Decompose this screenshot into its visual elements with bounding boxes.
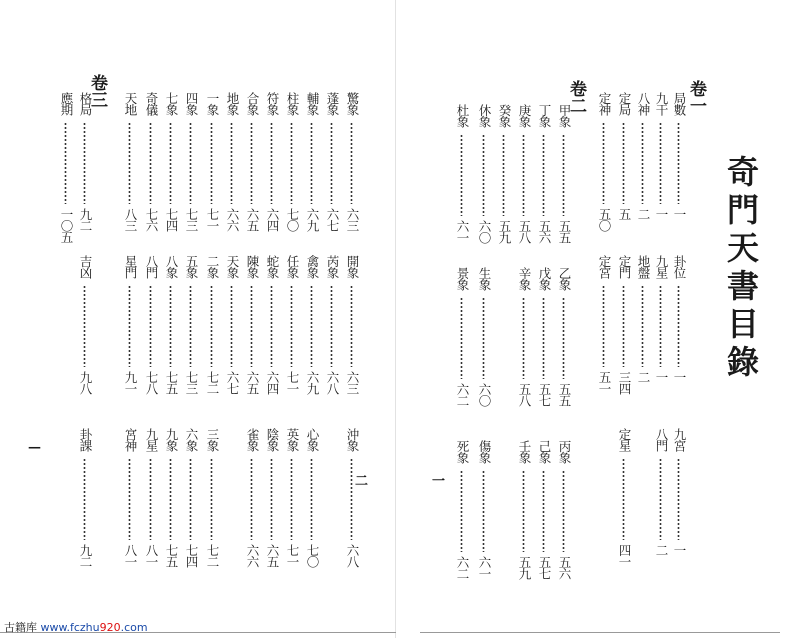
toc-left-entry-title: 四象 [184,92,199,115]
toc-left-entry-title: 芮象 [325,255,340,278]
toc-left-entry-title: 六象 [184,428,199,451]
toc-right-entry-page-number: 一 [672,544,687,556]
page-number-right: 一 [432,474,446,489]
toc-right-entry-page-number: 五五 [557,383,572,406]
toc-left-entry-title: 天象 [225,255,240,278]
toc-left-entry-title: 蓬象 [325,92,340,115]
toc-left-entry-page-number: 七三 [184,371,199,394]
toc-right-entry-page-number: 六〇 [477,383,492,406]
toc-right-entry-page-number: 五六 [537,220,552,243]
toc-left-leader-dots [270,122,273,204]
toc-left-leader-dots [64,122,67,204]
toc-left-entry-title: 吉凶 [78,255,93,278]
toc-left-entry-title: 心象 [305,428,320,451]
toc-left-entry-page-number: 七五 [164,544,179,567]
toc-left-entry-page-number: 七一 [285,371,300,394]
toc-right-leader-dots [677,122,680,204]
toc-right-leader-dots [542,134,545,216]
toc-left-entry-title: 雀象 [245,428,260,451]
toc-right-entry-title: 定局 [617,92,632,115]
toc-left-entry-title: 七象 [164,92,179,115]
toc-left-entry-page-number: 六七 [325,208,340,231]
toc-left-entry-page-number: 七〇 [305,544,320,567]
toc-right-leader-dots [677,458,680,540]
toc-left-leader-dots [350,458,353,540]
toc-right-leader-dots [460,134,463,216]
toc-right-leader-dots [659,458,662,540]
toc-right-entry-title: 定神 [597,92,612,115]
toc-left-entry-title: 九星 [144,428,159,451]
toc-left-entry-title: 蛇象 [265,255,280,278]
toc-right-leader-dots [542,470,545,552]
toc-left-entry-page-number: 六四 [265,371,280,394]
toc-left-entry-page-number: 九二 [78,208,93,231]
toc-left-leader-dots [290,285,293,367]
toc-right-entry-page-number: 六二 [455,556,470,579]
toc-right-entry-page-number: 五七 [537,556,552,579]
toc-left-entry-title: 輔象 [305,92,320,115]
toc-right-entry-title: 九星 [654,255,669,278]
toc-left-entry-title: 應期 [59,92,74,115]
toc-right-leader-dots [622,122,625,204]
toc-left-entry-page-number: 七〇 [285,208,300,231]
toc-right-leader-dots [542,297,545,379]
toc-right-entry-page-number: 二 [636,371,651,383]
toc-right-entry-title: 定星 [617,428,632,451]
watermark-footer [4,619,148,635]
toc-left-entry-title: 驚象 [345,92,360,115]
toc-right-entry-page-number: 五 [617,208,632,220]
toc-left-leader-dots [290,458,293,540]
toc-right-leader-dots [602,285,605,367]
toc-left-entry-page-number: 九八 [78,371,93,394]
toc-left-entry-page-number: 七三 [184,208,199,231]
toc-left-entry-title: 星門 [123,255,138,278]
toc-left-entry-page-number: 六六 [225,208,240,231]
toc-right-entry-page-number: 三四 [617,371,632,394]
toc-left-leader-dots [330,285,333,367]
toc-right-entry-title: 景象 [455,267,470,290]
toc-left-leader-dots [350,122,353,204]
toc-left-entry-title: 八門 [144,255,159,278]
toc-left-entry-title: 二象 [205,255,220,278]
toc-left-leader-dots [83,285,86,367]
toc-right-entry-title: 傷象 [477,440,492,463]
toc-right-entry-page-number: 二 [654,544,669,556]
toc-left-leader-dots [290,122,293,204]
toc-left-entry-title: 陰象 [265,428,280,451]
footer-rule [420,632,780,633]
toc-left-entry-page-number: 八一 [144,544,159,567]
toc-right-entry-page-number: 一 [672,371,687,383]
toc-left-leader-dots [128,285,131,367]
toc-left-leader-dots [230,122,233,204]
toc-right-leader-dots [460,297,463,379]
toc-left-entry-page-number: 一〇五 [59,208,74,243]
toc-left-entry-page-number: 七二 [205,544,220,567]
toc-right-entry-page-number: 五八 [517,383,532,406]
toc-left-entry-title: 五象 [184,255,199,278]
toc-left-leader-dots [310,122,313,204]
toc-right-entry-title: 死象 [455,440,470,463]
toc-left-entry-title: 地象 [225,92,240,115]
toc-left-entry-page-number: 六九 [305,371,320,394]
toc-right-entry-title: 卦位 [672,255,687,278]
toc-right-entry-page-number: 一 [672,208,687,220]
toc-right-leader-dots [522,297,525,379]
toc-right-entry-page-number: 六〇 [477,220,492,243]
toc-left-entry-title: 禽象 [305,255,320,278]
toc-right-leader-dots [602,122,605,204]
toc-left-entry-title: 任象 [285,255,300,278]
toc-left-entry-page-number: 七一 [285,544,300,567]
toc-left-entry-title: 三象 [205,428,220,451]
toc-right-leader-dots [562,134,565,216]
toc-right-leader-dots [482,470,485,552]
toc-left-entry-page-number: 六九 [305,208,320,231]
toc-left-entry-title: 沖象 [345,428,360,451]
toc-left-leader-dots [149,285,152,367]
toc-left-leader-dots [189,122,192,204]
toc-left-leader-dots [128,458,131,540]
toc-right-entry-page-number: 四一 [617,544,632,567]
toc-right-leader-dots [677,285,680,367]
toc-left-leader-dots [270,458,273,540]
toc-right-entry-page-number: 五五 [557,220,572,243]
toc-right-entry-title: 生象 [477,267,492,290]
toc-left-leader-dots [210,122,213,204]
toc-left-leader-dots [83,122,86,204]
toc-left-entry-page-number: 八三 [123,208,138,231]
page-number-left: 二 [355,474,369,489]
toc-left-entry-page-number: 六五 [245,371,260,394]
toc-left-entry-title: 陳象 [245,255,260,278]
left-page [0,0,396,638]
toc-right-entry-page-number: 六一 [477,556,492,579]
toc-left-leader-dots [250,285,253,367]
toc-right-entry-title: 八神 [636,92,651,115]
toc-right-entry-title: 九干 [654,92,669,115]
toc-left-entry-title: 格局 [78,92,93,115]
toc-right-entry-title: 定宮 [597,255,612,278]
toc-right-entry-title: 八門 [654,428,669,451]
toc-left-entry-page-number: 六六 [245,544,260,567]
toc-left-leader-dots [210,285,213,367]
toc-left-leader-dots [330,122,333,204]
toc-left-entry-title: 奇儀 [144,92,159,115]
toc-left-entry-page-number: 六三 [345,208,360,231]
toc-right-entry-page-number: 五一 [597,371,612,394]
toc-right-entry-page-number: 五八 [517,220,532,243]
toc-left-leader-dots [189,285,192,367]
toc-right-entry-title: 癸象 [497,104,512,127]
toc-left-entry-page-number: 六七 [225,371,240,394]
toc-right-entry-page-number: 一 [654,208,669,220]
toc-right-entry-page-number: 六二 [455,383,470,406]
watermark-brand: 古籍库 [4,621,37,634]
toc-right-entry-page-number: 五九 [517,556,532,579]
toc-right-entry-title: 地盤 [636,255,651,278]
toc-right-entry-title: 乙象 [557,267,572,290]
toc-left-entry-page-number: 九一 [123,371,138,394]
toc-right-entry-title: 杜象 [455,104,470,127]
toc-left-leader-dots [210,458,213,540]
toc-right-leader-dots [659,122,662,204]
toc-right-leader-dots [502,134,505,216]
toc-left-leader-dots [270,285,273,367]
toc-left-entry-page-number: 七四 [164,208,179,231]
toc-right-entry-title: 休象 [477,104,492,127]
toc-left-leader-dots [189,458,192,540]
toc-right-leader-dots [522,470,525,552]
toc-left-leader-dots [128,122,131,204]
toc-right-entry-page-number: 六一 [455,220,470,243]
toc-left-entry-title: 八象 [164,255,179,278]
toc-left-leader-dots [250,458,253,540]
toc-right-entry-page-number: 五九 [497,220,512,243]
toc-left-entry-page-number: 六八 [325,371,340,394]
toc-right-entry-title: 甲象 [557,104,572,127]
toc-left-leader-dots [250,122,253,204]
margin-mark: — [28,440,41,455]
toc-left-leader-dots [169,122,172,204]
toc-left-entry-page-number: 六八 [345,544,360,567]
toc-right-leader-dots [622,458,625,540]
toc-left-entry-title: 開象 [345,255,360,278]
toc-right-entry-title: 丁象 [537,104,552,127]
toc-left-leader-dots [310,458,313,540]
toc-left-entry-page-number: 七四 [184,544,199,567]
toc-right-entry-page-number: 五七 [537,383,552,406]
toc-right-leader-dots [562,470,565,552]
toc-right-leader-dots [562,297,565,379]
toc-left-leader-dots [230,285,233,367]
toc-left-leader-dots [310,285,313,367]
toc-left-leader-dots [169,285,172,367]
toc-right-leader-dots [641,285,644,367]
toc-right-leader-dots [659,285,662,367]
toc-left-leader-dots [83,458,86,540]
toc-right-leader-dots [460,470,463,552]
toc-right-leader-dots [482,134,485,216]
toc-left-entry-page-number: 六五 [245,208,260,231]
toc-right-leader-dots [482,297,485,379]
toc-left-leader-dots [149,458,152,540]
toc-left-entry-page-number: 九二 [78,544,93,567]
toc-left-leader-dots [350,285,353,367]
toc-right-entry-page-number: 五六 [557,556,572,579]
toc-right-entry-title: 局數 [672,92,687,115]
volume-2-heading: 卷二 [566,80,586,114]
toc-left-entry-title: 符象 [265,92,280,115]
toc-left-entry-page-number: 六五 [265,544,280,567]
toc-left-leader-dots [169,458,172,540]
right-page [396,0,793,638]
toc-left-entry-title: 宮神 [123,428,138,451]
toc-left-entry-title: 天地 [123,92,138,115]
toc-left-entry-title: 柱象 [285,92,300,115]
toc-left-entry-title: 合象 [245,92,260,115]
toc-left-entry-page-number: 七八 [144,371,159,394]
toc-right-entry-page-number: 二 [636,208,651,220]
toc-left-leader-dots [149,122,152,204]
toc-left-entry-page-number: 六四 [265,208,280,231]
book-title: 奇門天書目錄 [722,155,760,383]
toc-left-entry-title: 一象 [205,92,220,115]
toc-left-entry-page-number: 七一 [205,208,220,231]
toc-right-entry-title: 戊象 [537,267,552,290]
volume-1-heading: 卷一 [686,80,706,114]
toc-right-entry-page-number: 五〇 [597,208,612,231]
toc-left-entry-title: 英象 [285,428,300,451]
toc-right-entry-title: 壬象 [517,440,532,463]
toc-left-entry-page-number: 六三 [345,371,360,394]
toc-right-leader-dots [622,285,625,367]
toc-right-leader-dots [522,134,525,216]
toc-right-leader-dots [641,122,644,204]
toc-left-entry-title: 九象 [164,428,179,451]
toc-right-entry-title: 辛象 [517,267,532,290]
watermark-url: www.fczhu920.com [40,621,148,634]
toc-right-entry-title: 庚象 [517,104,532,127]
toc-left-entry-page-number: 七六 [144,208,159,231]
toc-left-entry-page-number: 七五 [164,371,179,394]
toc-left-entry-title: 卦課 [78,428,93,451]
toc-right-entry-title: 己象 [537,440,552,463]
volume-3-heading: 卷三 [87,74,107,108]
toc-left-entry-page-number: 七二 [205,371,220,394]
toc-right-entry-title: 定門 [617,255,632,278]
toc-left-entry-page-number: 八一 [123,544,138,567]
toc-right-entry-title: 九宮 [672,428,687,451]
toc-right-entry-title: 丙象 [557,440,572,463]
toc-right-entry-page-number: 一 [654,371,669,383]
